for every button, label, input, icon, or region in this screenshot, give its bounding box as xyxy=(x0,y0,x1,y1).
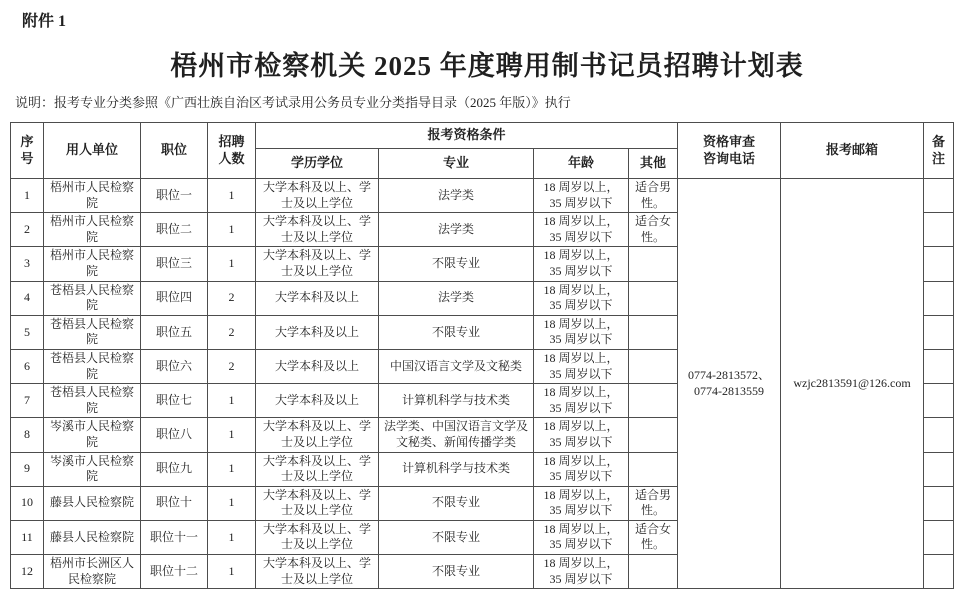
header-position: 职位 xyxy=(141,123,208,179)
education-cell: 大学本科及以上、学士及以上学位 xyxy=(256,179,379,213)
position-cell: 职位三 xyxy=(141,247,208,281)
education-cell: 大学本科及以上、学士及以上学位 xyxy=(256,247,379,281)
employer-cell: 藤县人民检察院 xyxy=(44,520,141,554)
page-title: 梧州市检察机关 2025 年度聘用制书记员招聘计划表 xyxy=(170,51,804,81)
seq-cell: 10 xyxy=(11,486,44,520)
education-cell: 大学本科及以上、学士及以上学位 xyxy=(256,418,379,452)
headcount-cell: 1 xyxy=(208,418,256,452)
other-cell xyxy=(629,315,678,349)
employer-cell: 梧州市长洲区人民检察院 xyxy=(44,555,141,589)
employer-cell: 岑溪市人民检察院 xyxy=(44,452,141,486)
major-cell: 不限专业 xyxy=(379,520,534,554)
age-cell: 18 周岁以上，35 周岁以下 xyxy=(534,555,629,589)
other-cell: 适合女性。 xyxy=(629,213,678,247)
other-cell xyxy=(629,349,678,383)
education-cell: 大学本科及以上、学士及以上学位 xyxy=(256,213,379,247)
headcount-cell: 2 xyxy=(208,281,256,315)
header-seq xyxy=(11,123,44,179)
remark-cell xyxy=(924,486,954,520)
major-cell: 计算机科学与技术类 xyxy=(379,452,534,486)
phone-cell: 0774-2813572、0774-2813559 xyxy=(678,179,781,589)
education-cell: 大学本科及以上、学士及以上学位 xyxy=(256,452,379,486)
position-cell: 职位五 xyxy=(141,315,208,349)
headcount-cell: 1 xyxy=(208,486,256,520)
headcount-cell: 1 xyxy=(208,555,256,589)
header-major: 专业 xyxy=(379,149,534,179)
major-cell: 法学类 xyxy=(379,213,534,247)
employer-cell: 梧州市人民检察院 xyxy=(44,213,141,247)
seq-cell: 5 xyxy=(11,315,44,349)
remark-cell xyxy=(924,179,954,213)
attachment-label: 附件 1 xyxy=(22,13,67,30)
remark-cell xyxy=(924,520,954,554)
remark-cell xyxy=(924,555,954,589)
remark-cell xyxy=(924,315,954,349)
header-employer: 用人单位 xyxy=(44,123,141,179)
position-cell: 职位九 xyxy=(141,452,208,486)
age-cell: 18 周岁以上，35 周岁以下 xyxy=(534,384,629,418)
header-qualification-group: 报考资格条件 xyxy=(256,123,678,149)
education-cell: 大学本科及以上、学士及以上学位 xyxy=(256,555,379,589)
seq-cell: 9 xyxy=(11,452,44,486)
major-cell: 法学类 xyxy=(379,281,534,315)
age-cell: 18 周岁以上，35 周岁以下 xyxy=(534,418,629,452)
table-row xyxy=(11,179,954,213)
other-cell xyxy=(629,281,678,315)
header-remark-label: 备注 xyxy=(932,134,946,166)
seq-cell: 2 xyxy=(11,213,44,247)
header-headcount-label: 招聘人数 xyxy=(218,134,245,166)
header-age: 年龄 xyxy=(534,149,629,179)
other-cell: 适合男性。 xyxy=(629,179,678,213)
header-education: 学历学位 xyxy=(256,149,379,179)
position-cell: 职位四 xyxy=(141,281,208,315)
remark-cell xyxy=(924,247,954,281)
age-cell: 18 周岁以上，35 周岁以下 xyxy=(534,520,629,554)
education-cell: 大学本科及以上 xyxy=(256,349,379,383)
position-cell: 职位十 xyxy=(141,486,208,520)
employer-cell: 苍梧县人民检察院 xyxy=(44,281,141,315)
major-cell: 不限专业 xyxy=(379,247,534,281)
major-cell: 计算机科学与技术类 xyxy=(379,384,534,418)
employer-cell: 苍梧县人民检察院 xyxy=(44,349,141,383)
header-email: 报考邮箱 xyxy=(781,123,924,179)
age-cell: 18 周岁以上，35 周岁以下 xyxy=(534,315,629,349)
age-cell: 18 周岁以上，35 周岁以下 xyxy=(534,349,629,383)
other-cell xyxy=(629,452,678,486)
employer-cell: 藤县人民检察院 xyxy=(44,486,141,520)
other-cell: 适合男性。 xyxy=(629,486,678,520)
headcount-cell: 2 xyxy=(208,349,256,383)
education-cell: 大学本科及以上、学士及以上学位 xyxy=(256,486,379,520)
other-cell xyxy=(629,418,678,452)
header-remark xyxy=(924,123,954,179)
employer-cell: 苍梧县人民检察院 xyxy=(44,384,141,418)
other-cell xyxy=(629,555,678,589)
education-cell: 大学本科及以上 xyxy=(256,281,379,315)
headcount-cell: 1 xyxy=(208,213,256,247)
major-cell: 法学类、中国汉语言文学及文秘类、新闻传播学类 xyxy=(379,418,534,452)
seq-cell: 12 xyxy=(11,555,44,589)
remark-cell xyxy=(924,452,954,486)
position-cell: 职位十二 xyxy=(141,555,208,589)
seq-cell: 3 xyxy=(11,247,44,281)
headcount-cell: 1 xyxy=(208,384,256,418)
other-cell xyxy=(629,247,678,281)
age-cell: 18 周岁以上，35 周岁以下 xyxy=(534,179,629,213)
header-row-1 xyxy=(11,123,954,149)
employer-cell: 梧州市人民检察院 xyxy=(44,179,141,213)
headcount-cell: 1 xyxy=(208,520,256,554)
headcount-cell: 1 xyxy=(208,452,256,486)
seq-cell: 6 xyxy=(11,349,44,383)
email-cell: wzjc2813591@126.com xyxy=(781,179,924,589)
position-cell: 职位七 xyxy=(141,384,208,418)
major-cell: 中国汉语言文学及文秘类 xyxy=(379,349,534,383)
position-cell: 职位一 xyxy=(141,179,208,213)
seq-cell: 11 xyxy=(11,520,44,554)
other-cell: 适合女性。 xyxy=(629,520,678,554)
header-headcount xyxy=(208,123,256,179)
remark-cell xyxy=(924,349,954,383)
employer-cell: 岑溪市人民检察院 xyxy=(44,418,141,452)
position-cell: 职位十一 xyxy=(141,520,208,554)
employer-cell: 梧州市人民检察院 xyxy=(44,247,141,281)
employer-cell: 苍梧县人民检察院 xyxy=(44,315,141,349)
age-cell: 18 周岁以上，35 周岁以下 xyxy=(534,452,629,486)
remark-cell xyxy=(924,384,954,418)
major-cell: 法学类 xyxy=(379,179,534,213)
headcount-cell: 1 xyxy=(208,247,256,281)
major-cell: 不限专业 xyxy=(379,315,534,349)
header-phone xyxy=(678,123,781,179)
header-other: 其他 xyxy=(629,149,678,179)
note-line: 说明：报考专业分类参照《广西壮族自治区考试录用公务员专业分类指导目录（2025 年版）》执行 xyxy=(15,95,571,110)
education-cell: 大学本科及以上 xyxy=(256,384,379,418)
headcount-cell: 1 xyxy=(208,179,256,213)
age-cell: 18 周岁以上，35 周岁以下 xyxy=(534,486,629,520)
recruitment-plan-table xyxy=(10,122,954,589)
education-cell: 大学本科及以上 xyxy=(256,315,379,349)
age-cell: 18 周岁以上，35 周岁以下 xyxy=(534,281,629,315)
position-cell: 职位二 xyxy=(141,213,208,247)
position-cell: 职位八 xyxy=(141,418,208,452)
remark-cell xyxy=(924,418,954,452)
headcount-cell: 2 xyxy=(208,315,256,349)
seq-cell: 7 xyxy=(11,384,44,418)
header-phone-label: 资格审查咨询电话 xyxy=(703,134,756,166)
major-cell: 不限专业 xyxy=(379,555,534,589)
age-cell: 18 周岁以上，35 周岁以下 xyxy=(534,247,629,281)
seq-cell: 1 xyxy=(11,179,44,213)
seq-cell: 4 xyxy=(11,281,44,315)
other-cell xyxy=(629,384,678,418)
remark-cell xyxy=(924,281,954,315)
header-seq-label: 序号 xyxy=(20,134,34,166)
major-cell: 不限专业 xyxy=(379,486,534,520)
age-cell: 18 周岁以上，35 周岁以下 xyxy=(534,213,629,247)
position-cell: 职位六 xyxy=(141,349,208,383)
seq-cell: 8 xyxy=(11,418,44,452)
remark-cell xyxy=(924,213,954,247)
education-cell: 大学本科及以上、学士及以上学位 xyxy=(256,520,379,554)
